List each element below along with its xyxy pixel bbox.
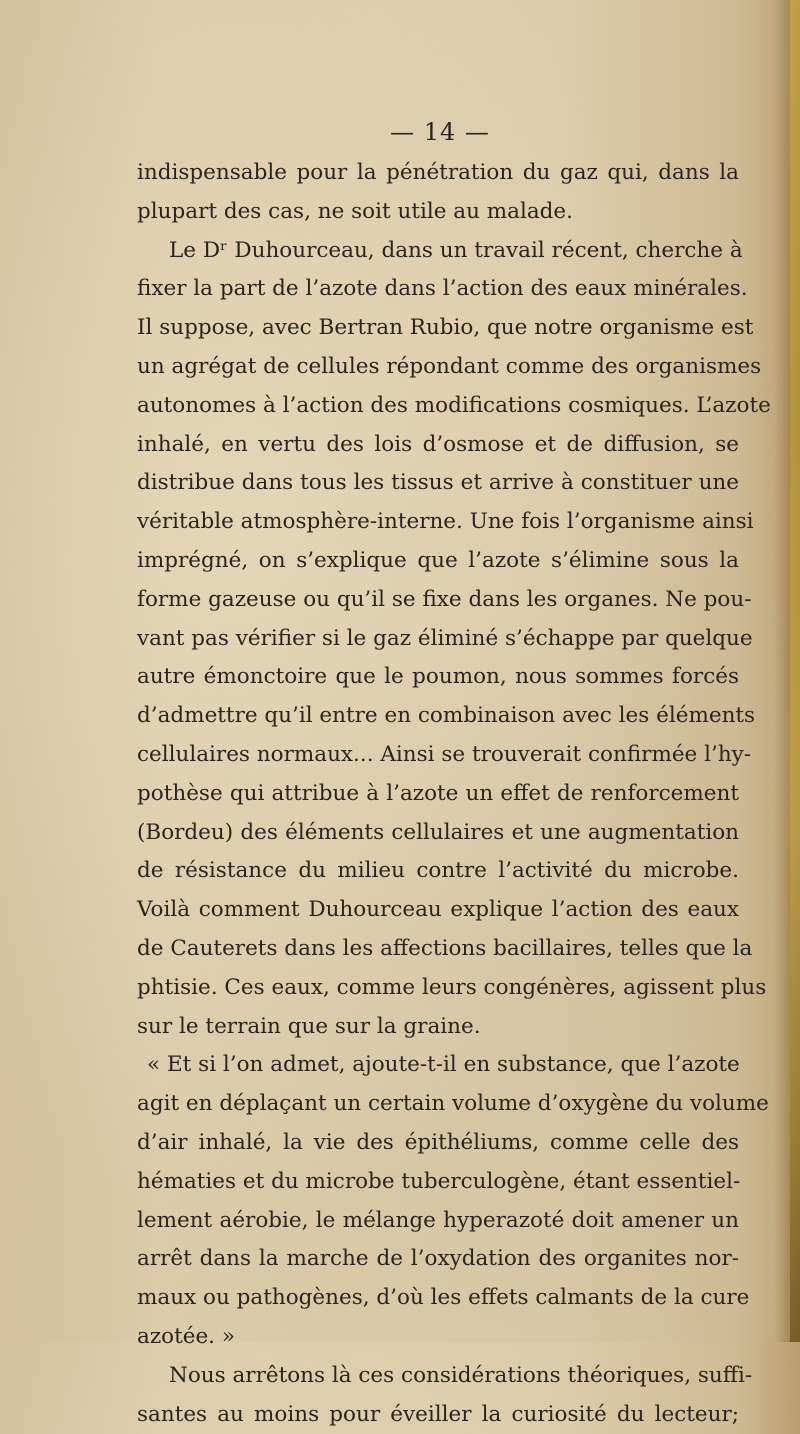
text-line: arrêt dans la marche de l’oxydation des organites nor- xyxy=(137,1240,739,1279)
text-line: de Cauterets dans les affections bacillaires, telles que la xyxy=(137,930,739,969)
text-line: « Et si l’on admet, ajoute-t-il en substance, que l’azote xyxy=(137,1046,739,1085)
text-line: lement aérobie, le mélange hyperazoté doit amener un xyxy=(137,1202,739,1241)
text-line: phtisie. Ces eaux, comme leurs congénères, agissent plus xyxy=(137,969,739,1008)
text-line: Il suppose, avec Bertran Rubio, que notre organisme est xyxy=(137,309,739,348)
text-line: distribue dans tous les tissus et arrive à constituer une xyxy=(137,464,739,503)
text-line: agit en déplaçant un certain volume d’oxygène du volume xyxy=(137,1085,739,1124)
binding-strip xyxy=(790,0,800,1342)
text-line: véritable atmosphère-interne. Une fois l’organisme ainsi xyxy=(137,503,739,542)
text-line: Nous arrêtons là ces considérations théoriques, suffi- xyxy=(137,1357,739,1396)
text-line: autonomes à l’action des modifications cosmiques. L’azote xyxy=(137,387,739,426)
text-line: maux ou pathogènes, d’où les effets calmants de la cure xyxy=(137,1279,739,1318)
text-line: pothèse qui attribue à l’azote un effet de renforcement xyxy=(137,775,739,814)
text-line: fixer la part de l’azote dans l’action des eaux minérales. xyxy=(137,270,739,309)
text-line: d’admettre qu’il entre en combinaison avec les éléments xyxy=(137,697,739,736)
text-line: Voilà comment Duhourceau explique l’action des eaux xyxy=(137,891,739,930)
page-number: — 14 — xyxy=(0,118,800,146)
text-line: un agrégat de cellules répondant comme des organismes xyxy=(137,348,739,387)
text-line: indispensable pour la pénétration du gaz qui, dans la xyxy=(137,154,739,193)
text-line: sur le terrain que sur la graine. xyxy=(137,1008,739,1047)
body-text xyxy=(137,154,739,1434)
text-line: plupart des cas, ne soit utile au malade. xyxy=(137,193,739,232)
text-line: inhalé, en vertu des lois d’osmose et de diffusion, se xyxy=(137,426,739,465)
text-line: vant pas vérifier si le gaz éliminé s’échappe par quelque xyxy=(137,620,739,659)
text-line: d’air inhalé, la vie des épithéliums, comme celle des xyxy=(137,1124,739,1163)
text-line: forme gazeuse ou qu’il se fixe dans les organes. Ne pou- xyxy=(137,581,739,620)
text-line: azotée. » xyxy=(137,1318,739,1357)
text-line: imprégné, on s’explique que l’azote s’élimine sous la xyxy=(137,542,739,581)
text-line: hématies et du microbe tuberculogène, étant essentiel- xyxy=(137,1163,739,1202)
text-line: Le Dʳ Duhourceau, dans un travail récent, cherche à xyxy=(137,232,739,271)
text-line: santes au moins pour éveiller la curiosité du lecteur; xyxy=(137,1396,739,1434)
text-line: (Bordeu) des éléments cellulaires et une augmentation xyxy=(137,814,739,853)
text-line: autre émonctoire que le poumon, nous sommes forcés xyxy=(137,658,739,697)
text-line: cellulaires normaux... Ainsi se trouverait confirmée l’hy- xyxy=(137,736,739,775)
text-line: de résistance du milieu contre l’activité du microbe. xyxy=(137,852,739,891)
